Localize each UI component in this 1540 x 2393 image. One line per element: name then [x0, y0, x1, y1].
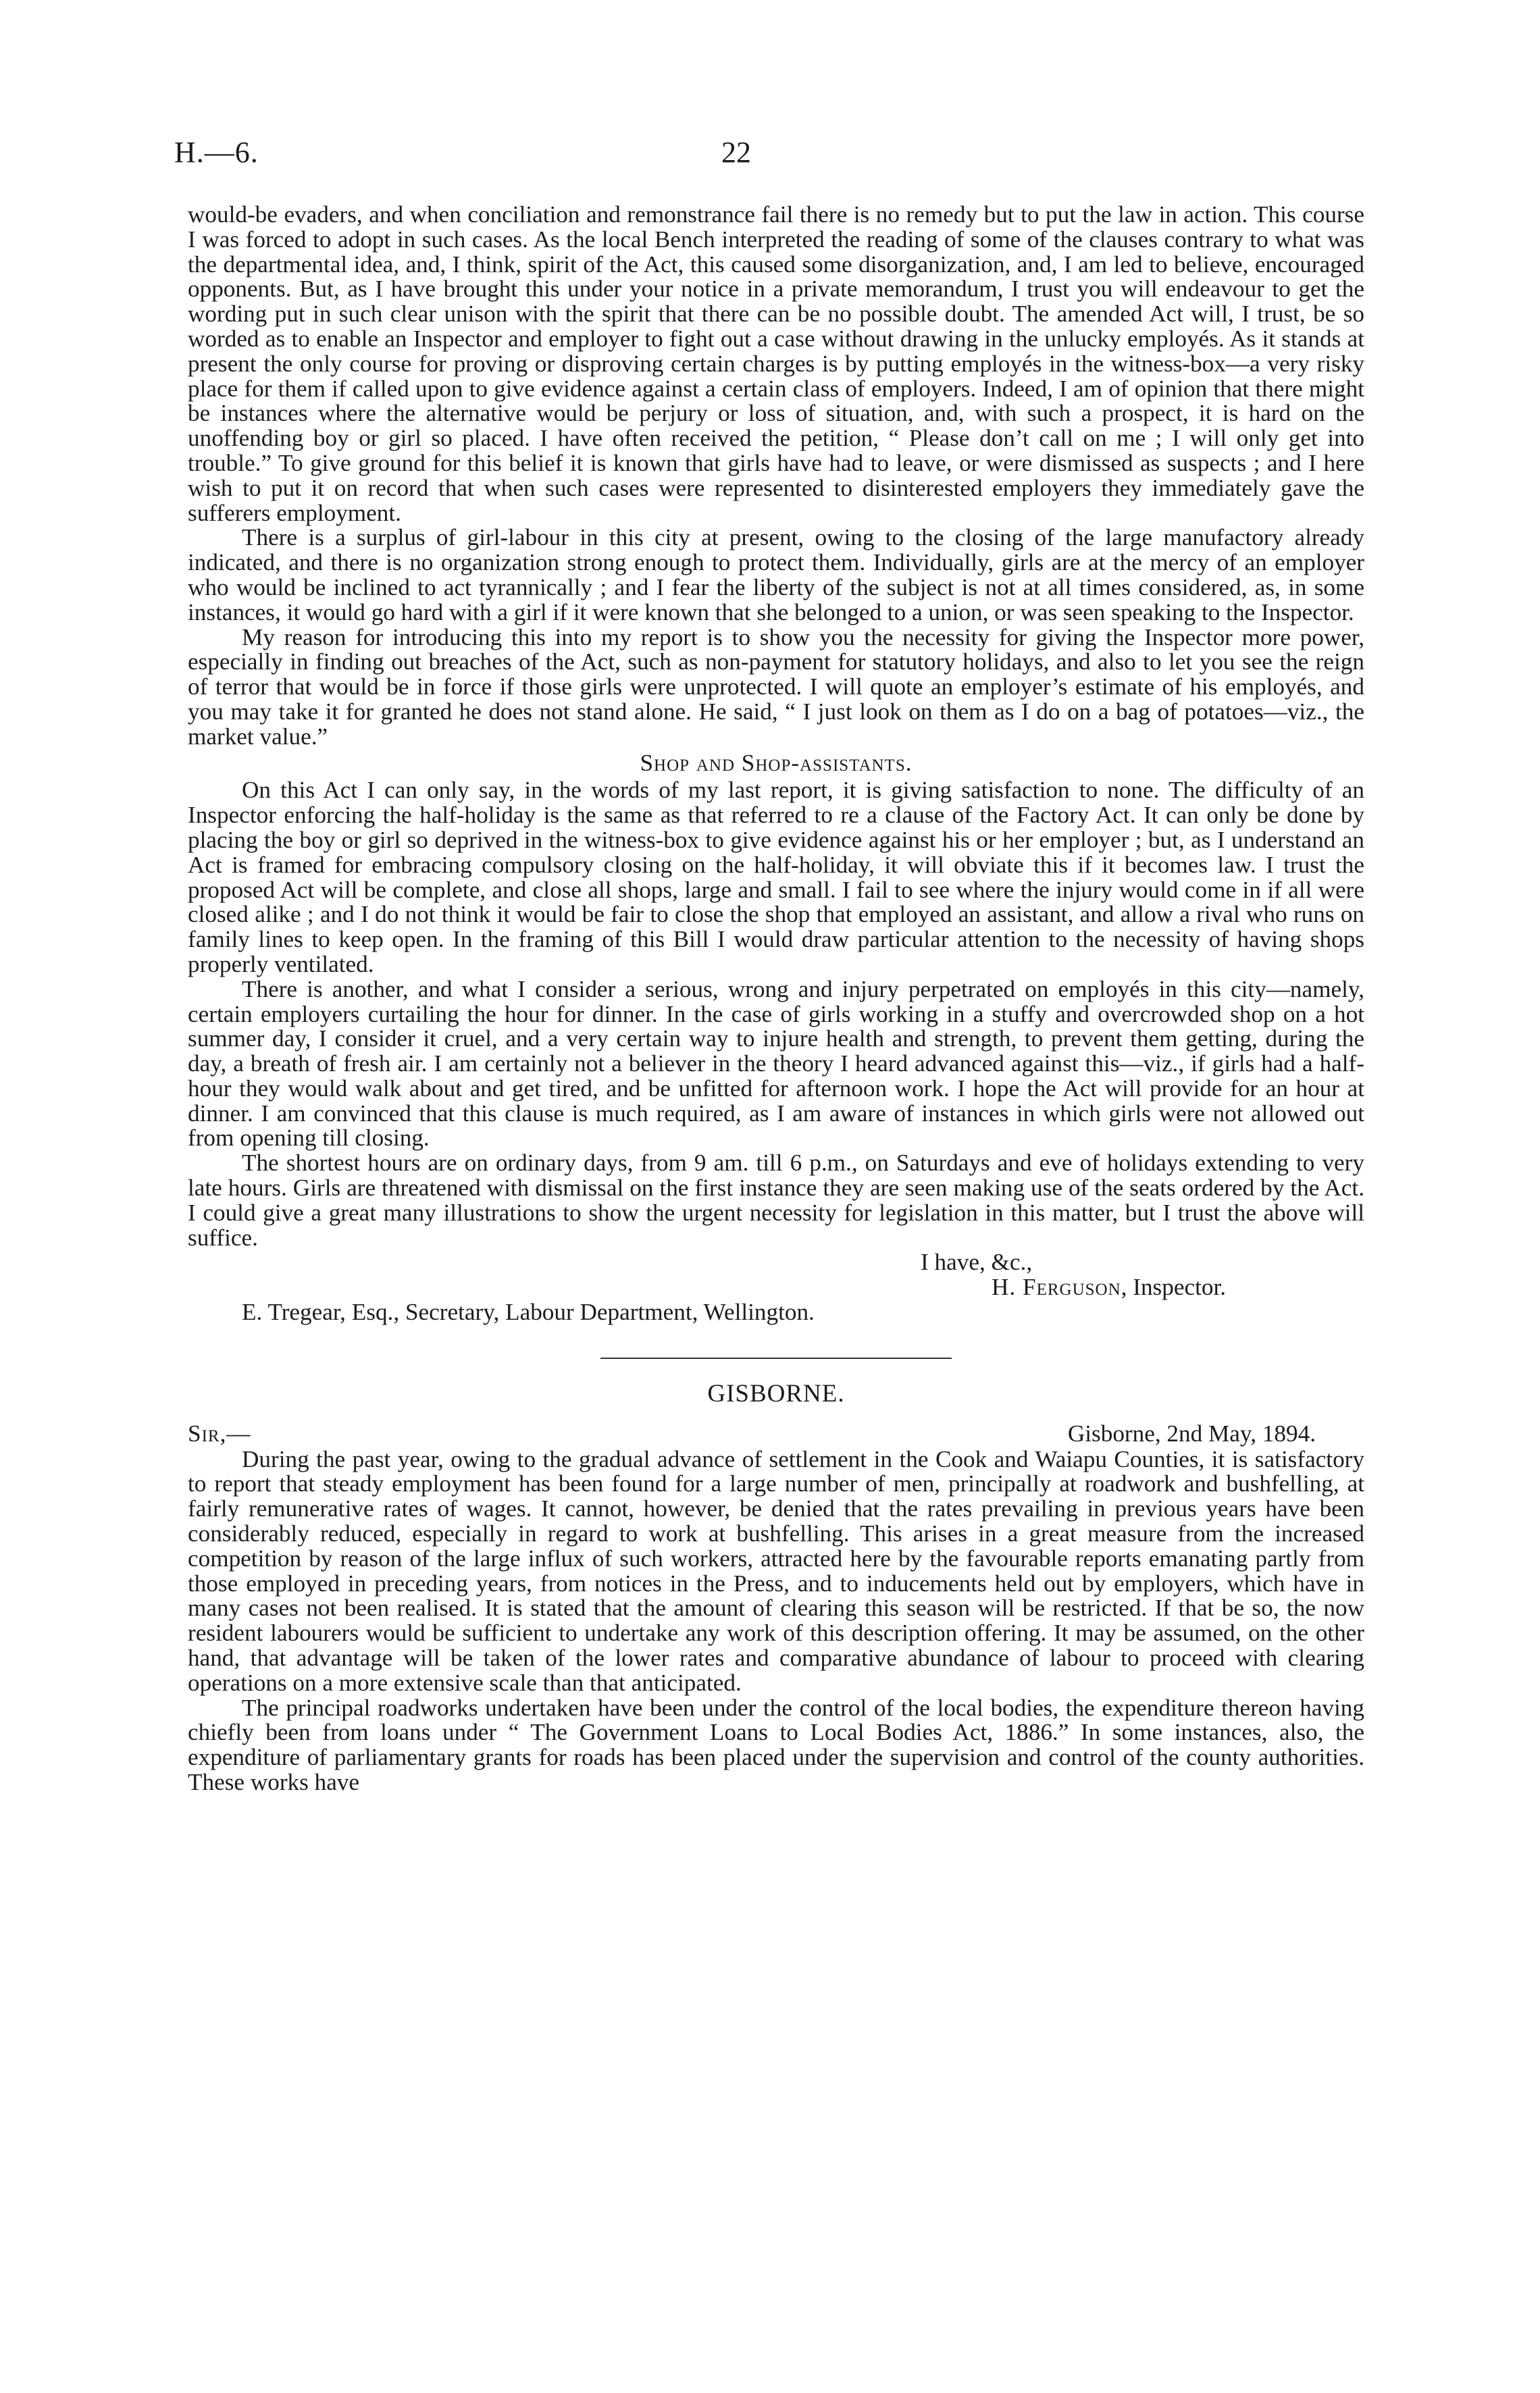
section-title: GISBORNE. [707, 1379, 845, 1408]
body-paragraph: would-be evaders, and when conciliation and remonstrance fail there is no remedy but to put the law in action. This course I was forced to adopt in such cases. As the local Bench interpreted the reading of some of the clauses contrary to what was the departmental idea, and, I think, spirit of the Act, this caused some disorganization, and, I am led to believe, encouraged opponents. But, as I have brought this under your notice in a private memorandum, I trust you will endeavour to get the wording put in such clear unison with the spirit that there can be no possible doubt. The amended Act will, I trust, be so worded as to enable an Inspector and employer to fight out a case without drawing in the unlucky employés. As it stands at present the only course for proving or disproving certain charges is by putting employés in the witness-box—a very risky place for them if called upon to give evidence against a certain class of employers. Indeed, I am of opinion that there might be instances where the alternative would be perjury or loss of situation, and, with such a prospect, it is hard on the unoffending boy or girl so placed. I have often received the petition, “ Please don’t call on me ; I will only get into trouble.” To give ground for this belief it is known that girls have had to leave, or were dismissed as suspects ; and I here wish to put it on record that when such cases were represented to disinterested employers they immediately gave the sufferers employment. [188, 201, 1364, 526]
page-header [174, 135, 1363, 176]
body-paragraph: During the past year, owing to the gradual advance of settlement in the Cook and Waiapu Counties, it is satisfactory to report that steady employment has been found for a large number of men, principally at roadwork and bushfelling, at fairly remunerative rates of wages. It cannot, however, be denied that the rates prevailing in previous years have been considerably reduced, especially in regard to work at bushfelling. This arises in a great measure from the increased competition by reason of the large influx of such workers, attracted here by the favourable reports emanating partly from those employed in preceding years, from notices in the Press, and to inducements held out by employers, which have in many cases not been realised. It is stated that the amount of clearing this season will be restricted. If that be so, the now resident labourers would be sufficient to undertake any work of this description offering. It may be assumed, on the other hand, that advantage will be taken of the lower rates and comparative abundance of labour to proceed with clearing operations on a more extensive scale than that anticipated. [188, 1445, 1364, 1696]
body-paragraph: On this Act I can only say, in the words of my last report, it is giving satisfaction to none. The difficulty of an Inspector enforcing the half-holiday is the same as that referred to re a clause of the Factory Act. It can only be done by placing the boy or girl so deprived in the witness-box to give evidence against his or her employer ; but, as I understand an Act is framed for embracing compulsory closing on the half-holiday, it will obviate this if it becomes law. I trust the proposed Act will be complete, and close all shops, large and small. I fail to see where the injury would come in if all were closed alike ; and I do not think it would be fair to close the shop that employed an assistant, and allow a rival who runs on family lines to keep open. In the framing of this Bill I would draw particular attention to the necessity of having shops properly ventilated. [188, 777, 1364, 977]
body-paragraph: My reason for introducing this into my report is to show you the necessity for giving the Inspector more power, especially in finding out breaches of the Act, such as non-payment for statutory holidays, and also to let you see the reign of terror that would be in force if those girls were unprotected. I will quote an employer’s estimate of his employés, and you may take it for granted he does not stand alone. He said, “ I just look on them as I do on a bag of potatoes—viz., the market value.” [188, 623, 1364, 750]
page-body [188, 203, 1364, 1795]
body-paragraph: There is a surplus of girl-labour in this city at present, owing to the closing of the large manufactory already indicated, and there is no organization strong enough to protect them. Individually, girls are at the mercy of an employer who would be inclined to act tyrannically ; and I fear the liberty of the subject is not at all times considered, as, in some instances, it would go hard with a girl if it were known that she belonged to a union, or was seen speaking to the Inspector. [188, 524, 1364, 625]
body-paragraph: The shortest hours are on ordinary days, from 9 am. till 6 p.m., on Saturdays and eve of holidays extending to very late hours. Girls are threatened with dismissal on the first instance they are seen making use of the seats ordered by the Act. I could give a great many illustrations to show the urgent necessity for legislation in this matter, but I trust the above will suffice. [188, 1150, 1364, 1251]
signature [992, 1275, 1364, 1300]
section-divider [600, 1358, 952, 1359]
signature-title: , Inspector. [1121, 1274, 1227, 1301]
letter-closing: I have, &c., [921, 1249, 1033, 1276]
section-heading: Shop and Shop-assistants. [640, 749, 913, 776]
body-paragraph: There is another, and what I consider a serious, wrong and injury perpetrated on employés in this city—namely, certain employers curtailing the hour for dinner. In the case of girls working in a stuffy and overcrowded shop on a hot summer day, I consider it cruel, and a very certain way to injure health and strength, to prevent them getting, during the day, a breath of fresh air. I am certainly not a believer in the theory I heard advanced against this—viz., if girls had a half-hour they would walk about and get tired, and be unfitted for afternoon work. I hope the Act will provide for an hour at dinner. I am convinced that this clause is much required, as I am aware of instances in which girls were not allowed out from opening till closing. [188, 975, 1364, 1152]
page-number: 22 [721, 136, 751, 169]
salutation: Sir,— [188, 1420, 251, 1447]
body-paragraph: The principal roadworks undertaken have been under the control of the local bodies, the expenditure thereon having chiefly been from loans under “ The Government Loans to Local Bodies Act, 1886.” In some instances, also, the expenditure of parliamentary grants for roads has been placed under the supervision and control of the county authorities. These works have [188, 1694, 1364, 1796]
addressee: E. Tregear, Esq., Secretary, Labour Department, Wellington. [242, 1299, 815, 1326]
dateline: Gisborne, 2nd May, 1894. [1067, 1420, 1316, 1447]
signature-name: H. Ferguson [992, 1274, 1121, 1301]
document-reference: H.—6. [174, 136, 259, 169]
salutation-row [188, 1422, 1364, 1447]
